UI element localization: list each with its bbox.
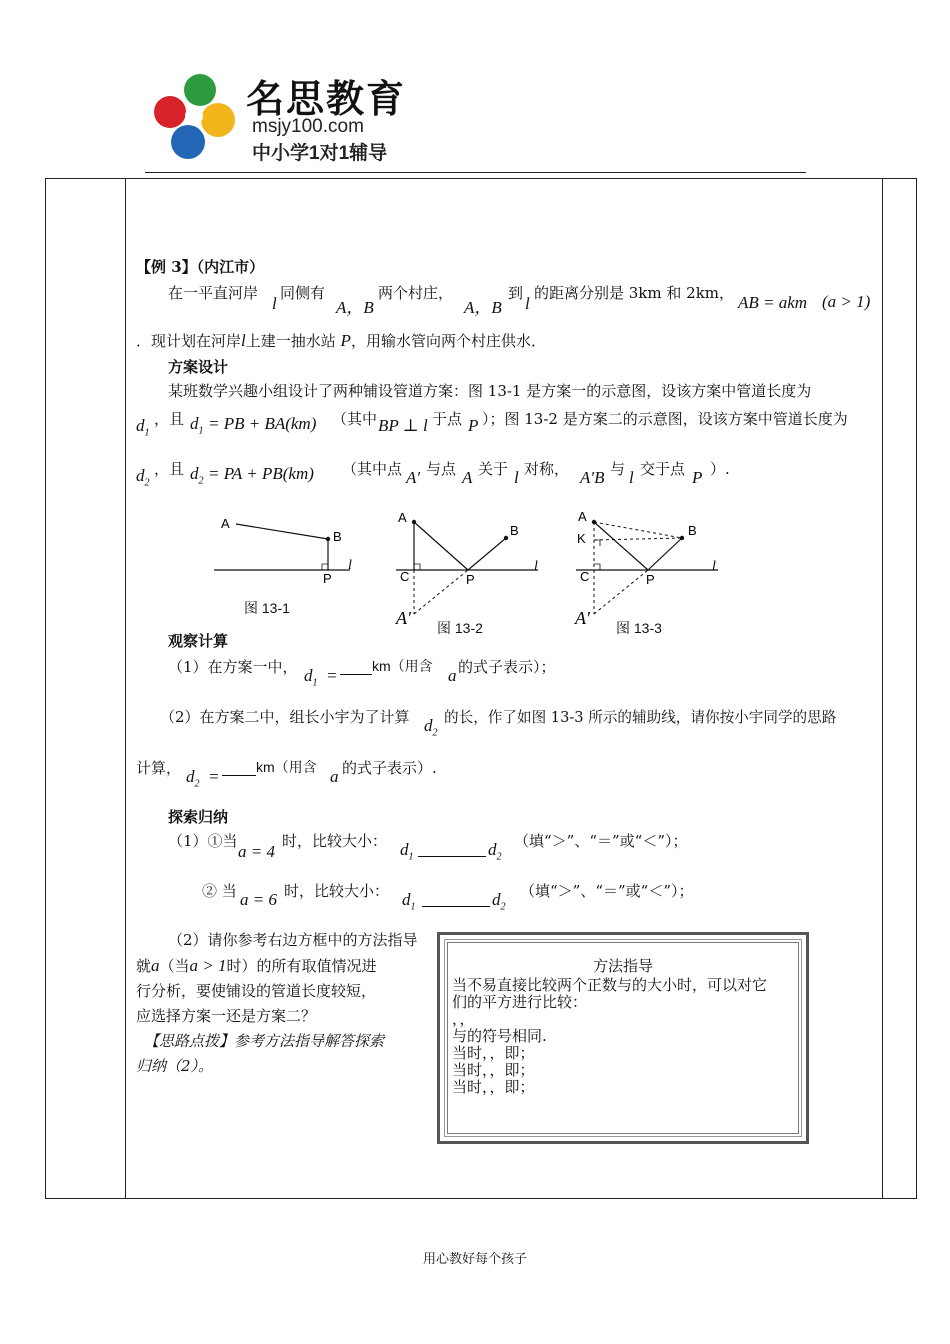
logo-mark-icon bbox=[148, 70, 244, 164]
fig3-label-l: l bbox=[712, 559, 716, 574]
plan-design-line-3: $d_2$ ，且 $d_2$ = PA + PB(km) （其中点 A′ 与点 A 关于 l 对称， A′B 与 l 交于点 P ）. bbox=[136, 460, 730, 489]
q2-answer-blank[interactable] bbox=[222, 757, 256, 776]
example-heading: 【例 3】（内江市） bbox=[136, 258, 265, 276]
explore-q3-line3: 行分析，要使铺设的管道长度较短， bbox=[136, 982, 377, 1000]
compare-blank-1[interactable] bbox=[418, 840, 486, 857]
fig2-label-C: C bbox=[400, 569, 410, 584]
q1-answer-blank[interactable] bbox=[340, 656, 372, 675]
table-col-divider-left bbox=[125, 178, 126, 1199]
fig2-label-A-prime: A′ bbox=[396, 608, 411, 626]
figure-13-3-caption: 图 13-3 bbox=[616, 620, 662, 636]
hint-line1: 【思路点拨】参考方法指导解答探索 bbox=[144, 1032, 385, 1050]
header-divider bbox=[145, 172, 806, 173]
brand-tagline: 中小学1对1辅导 bbox=[252, 143, 388, 164]
table-col-divider-right bbox=[882, 178, 883, 1199]
fig2-label-A: A bbox=[398, 510, 407, 525]
method-guidance-box bbox=[437, 932, 809, 1144]
brand-website: msjy100.com bbox=[252, 116, 364, 137]
fig1-label-B: B bbox=[333, 529, 342, 544]
table-border-top bbox=[45, 178, 917, 179]
figure-13-2-caption: 图 13-2 bbox=[437, 620, 483, 636]
explore-r2: ② 当 a = 6 时，比较大小： $d_1$ $d_2$ （填“＞”、“＝”或“＜”）； bbox=[202, 882, 694, 913]
logo bbox=[148, 70, 428, 164]
explore-q3 bbox=[136, 928, 436, 1079]
fig3-label-B: B bbox=[688, 523, 697, 538]
observe-q1: （1）在方案一中， $d_1$ = km（用含 a 的式子表示）； bbox=[168, 658, 556, 689]
explore-q3-line1: （2）请你参考右边方框中的方法指导 bbox=[168, 931, 418, 949]
plan-design-p1: 某班数学兴趣小组设计了两种铺设管道方案：图 13-1 是方案一的示意图，设该方案中管道长度为 bbox=[168, 382, 812, 400]
explore-q3-line2: 就a（当a > 1时）的所有取值情况进 bbox=[136, 956, 377, 975]
observe-q2-line2: 计算， $d_2$ = km（用含 a 的式子表示）. bbox=[136, 759, 437, 790]
observe-heading: 观察计算 bbox=[168, 632, 229, 650]
table-border-bottom bbox=[45, 1198, 917, 1199]
intro-line-2: ．现计划在河岸l上建一抽水站 P，用输水管向两个村庄供水． bbox=[136, 331, 546, 350]
hint-line2: 归纳（2）。 bbox=[136, 1057, 214, 1075]
method-box-body: 当不易直接比较两个正数与的大小时，可以对它 们的平方进行比较： ，， 与的符号相同. 当时，，即； 当时，，即； 当时，，即； bbox=[452, 976, 768, 1096]
explore-r1: （1）①当 a = 4 时，比较大小： $d_1$ $d_2$ （填“＞”、“＝”或“＜”）； bbox=[168, 832, 688, 863]
compare-blank-2[interactable] bbox=[422, 890, 490, 907]
explore-q3-line4: 应选择方案一还是方案二？ bbox=[136, 1007, 317, 1025]
figure-13-1 bbox=[210, 510, 360, 590]
explore-heading: 探索归纳 bbox=[168, 808, 229, 826]
figure-13-1-caption: 图 13-1 bbox=[244, 600, 290, 616]
brand-name: 名思教育 bbox=[246, 79, 407, 121]
fig2-label-l: l bbox=[534, 559, 538, 574]
observe-q2-line1: （2）在方案二中，组长小宇为了计算 $d_2$ 的长，作了如图 13-3 所示的辅助线，请你按小宇同学的思路 bbox=[160, 708, 837, 739]
fig3-label-C: C bbox=[580, 569, 590, 584]
fig3-label-A-prime: A′ bbox=[575, 608, 590, 626]
fig1-label-A: A bbox=[221, 516, 230, 531]
figure-13-3 bbox=[572, 506, 732, 626]
figure-13-2 bbox=[392, 506, 552, 626]
method-box-title: 方法指导 bbox=[592, 957, 653, 975]
fig3-label-P: P bbox=[646, 572, 655, 587]
fig1-label-l: l bbox=[348, 558, 352, 573]
fig1-label-P: P bbox=[323, 571, 332, 586]
table-border-left bbox=[45, 178, 46, 1199]
fig2-label-B: B bbox=[510, 523, 519, 538]
plan-design-heading: 方案设计 bbox=[168, 358, 229, 376]
fig3-label-A: A bbox=[578, 509, 587, 524]
table-border-right bbox=[916, 178, 917, 1199]
plan-design-line-2: $d_1$ ，且 $d_1$ = PB + BA(km) （其中 BP ⊥ l 于点 P ）；图 13-2 是方案二的示意图，设该方案中管道长度为 bbox=[136, 410, 848, 439]
intro-line-1: 在一平直河岸 l 同侧有 A，B 两个村庄， A，B 到 l 的距离分别是 3km 和 2km， AB = akm (a > 1) bbox=[168, 284, 871, 317]
fig2-label-P: P bbox=[466, 572, 475, 587]
fig3-label-K: K bbox=[577, 531, 586, 546]
footer-slogan: 用心教好每个孩子 bbox=[422, 1252, 527, 1267]
